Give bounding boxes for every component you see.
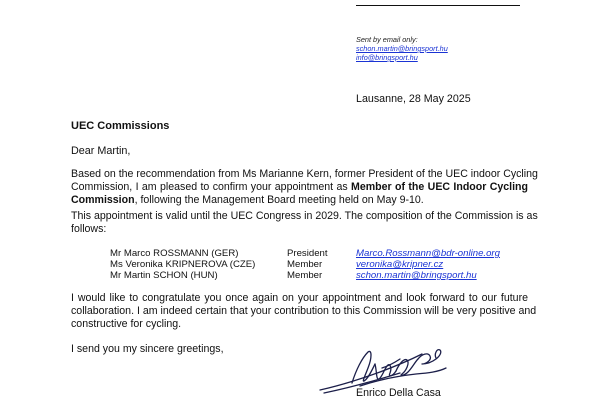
- member-row: [110, 248, 530, 259]
- paragraph-line: This appointment is valid until the UEC Congress in 2029. The composition of the Commission is as: [71, 210, 538, 222]
- header-rule: [356, 5, 520, 6]
- sent-by-label: Sent by email only:: [356, 35, 418, 44]
- sent-email-link[interactable]: info@bringsport.hu: [356, 53, 418, 62]
- paragraph-line: I send you my sincere greetings,: [71, 343, 224, 355]
- signer-name: Enrico Della Casa: [356, 387, 441, 399]
- commission-title-bold: Member of the UEC Indoor Cycling: [351, 181, 528, 193]
- date-line: Lausanne, 28 May 2025: [356, 93, 471, 105]
- commission-title-bold: Commission: [71, 194, 135, 206]
- member-email-link[interactable]: veronika@kripner.cz: [356, 259, 444, 270]
- paragraph-validity: [71, 210, 538, 236]
- member-role: President: [287, 248, 328, 259]
- member-name: Mr Marco ROSSMANN (GER): [110, 248, 239, 259]
- paragraph-line: collaboration. I am indeed certain that your contribution to this Commission will be very positive and: [71, 305, 537, 317]
- member-role: Member: [287, 270, 323, 281]
- paragraph-text: , following the Management Board meeting held on May 9-10.: [134, 194, 424, 206]
- sent-email-link[interactable]: schon.martin@bringsport.hu: [356, 44, 448, 53]
- member-row: [110, 259, 530, 270]
- closing-line: [71, 343, 528, 356]
- paragraph-line: Based on the recommendation from Ms Marianne Kern, former President of the UEC indoor Cycling: [71, 168, 538, 180]
- recipient-heading: UEC Commissions: [71, 120, 170, 132]
- paragraph-line: constructive for cycling.: [71, 318, 182, 330]
- paragraph-congratulations: [71, 292, 537, 331]
- salutation: Dear Martin,: [71, 145, 131, 157]
- paragraph-appointment: [71, 168, 538, 207]
- member-email-link[interactable]: schon.martin@bringsport.hu: [356, 270, 477, 281]
- commission-members-list: [110, 248, 530, 281]
- member-name: Mr Martin SCHON (HUN): [110, 270, 218, 281]
- paragraph-text: Commission, I am pleased to confirm your appointment as: [71, 181, 352, 193]
- paragraph-line: follows:: [71, 223, 107, 235]
- member-name: Ms Veronika KRIPNEROVA (CZE): [110, 259, 256, 270]
- member-email-link[interactable]: Marco.Rossmann@bdr-online.org: [356, 248, 500, 259]
- paragraph-line: [71, 181, 528, 194]
- sent-by-email-block: [356, 35, 556, 62]
- paragraph-line: [71, 194, 528, 207]
- paragraph-line: I would like to congratulate you once again on your appointment and look forward to our future: [71, 292, 528, 304]
- member-role: Member: [287, 259, 323, 270]
- member-row: [110, 270, 530, 281]
